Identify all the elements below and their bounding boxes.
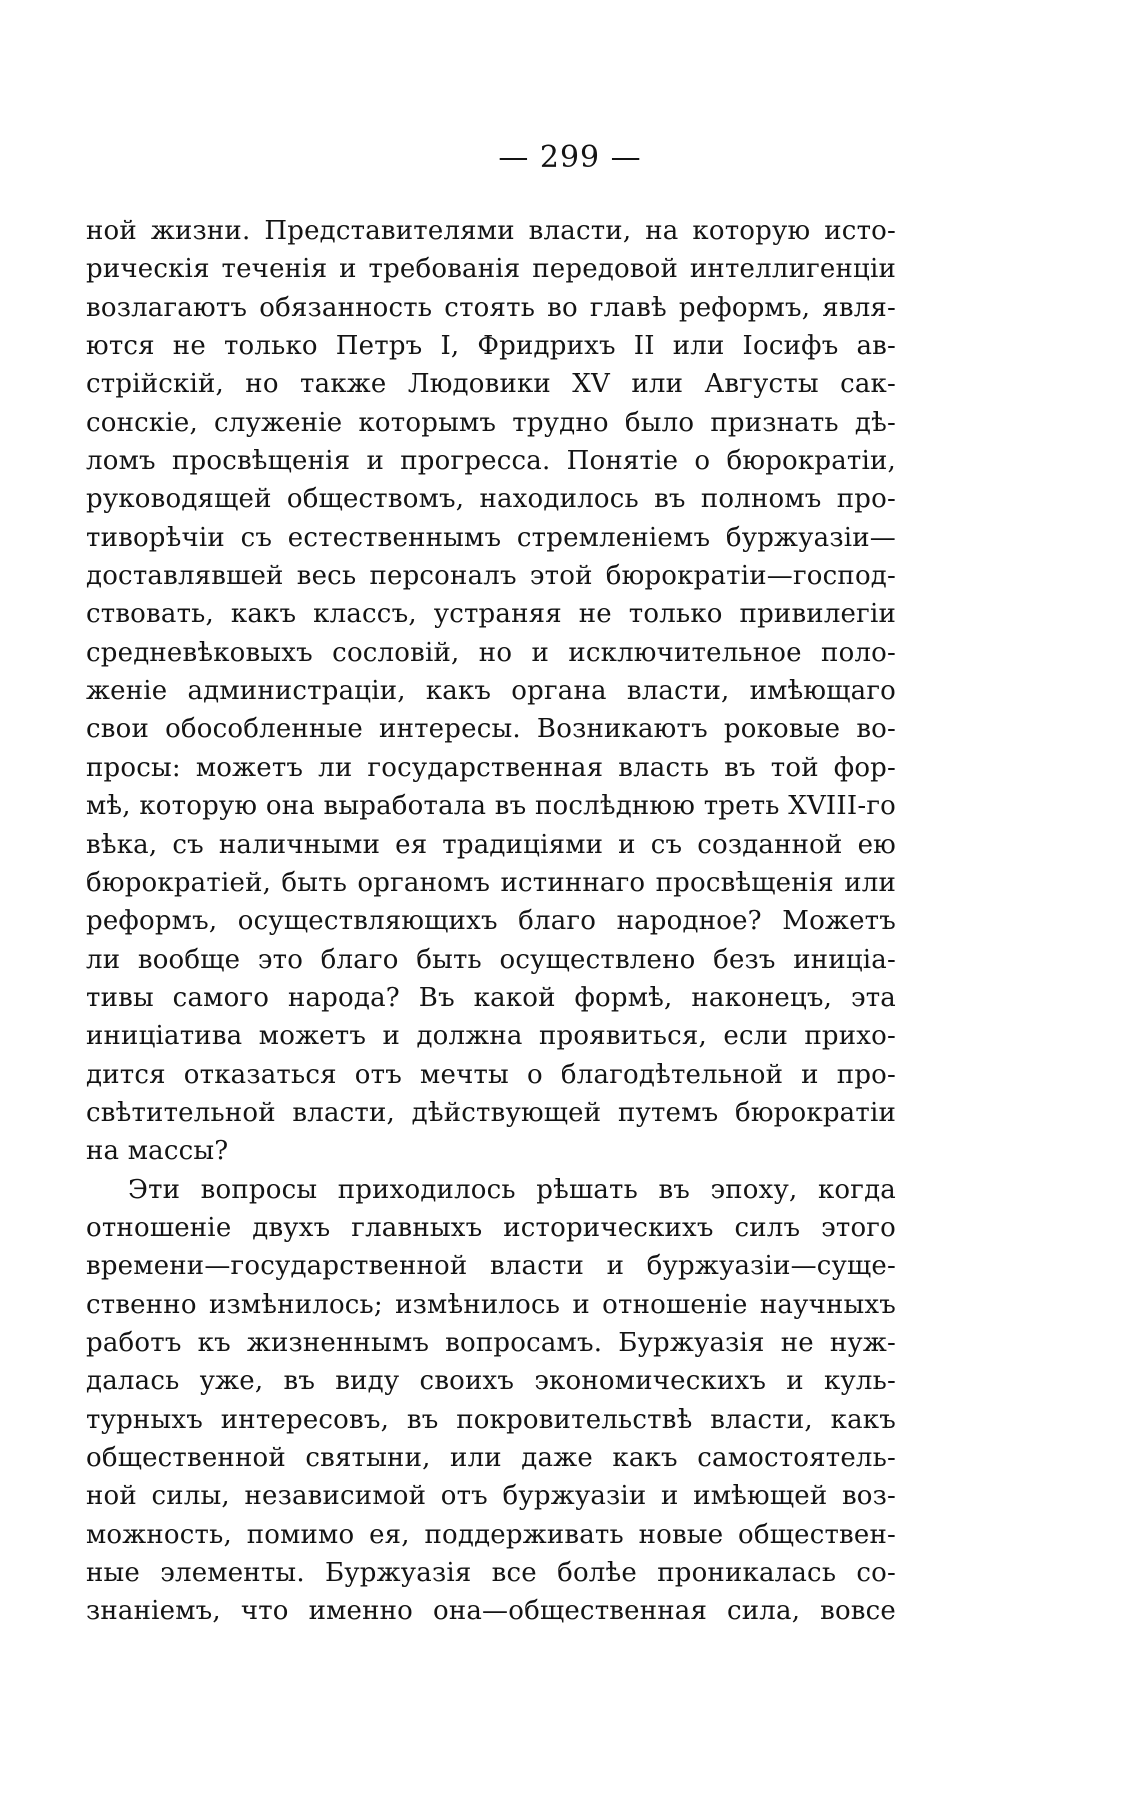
text-line: на массы? — [86, 1136, 229, 1167]
text-line: руководящей обществомъ, находилось въ полномъ про- — [86, 484, 896, 515]
text-line: ли вообще это благо быть осуществлено безъ иниціа- — [86, 944, 896, 975]
text-line: ственно измѣнилось; измѣнилось и отношеніе научныхъ — [86, 1289, 896, 1320]
text-line: доставлявшей весь персоналъ этой бюрократіи—господ- — [86, 561, 896, 592]
text-line: ломъ просвѣщенія и прогресса. Понятіе о бюрократіи, — [86, 446, 896, 477]
text-line: вѣка, съ наличными ея традиціями и съ созданной ею — [86, 829, 896, 860]
text-line: времени—государственной власти и буржуазіи—суще- — [86, 1251, 896, 1282]
text-line: свѣтительной власти, дѣйствующей путемъ бюрократіи — [86, 1097, 896, 1128]
text-line: ной силы, независимой отъ буржуазіи и имѣющей воз- — [86, 1481, 896, 1512]
text-line: женіе администраціи, какъ органа власти, имѣющаго — [86, 676, 896, 707]
paragraph — [86, 1171, 896, 1631]
body-text — [86, 212, 896, 1631]
text-line: тивы самого народа? Въ какой формѣ, наконецъ, эта — [86, 982, 896, 1013]
text-line: знаніемъ, что именно она—общественная сила, вовсе — [86, 1596, 896, 1627]
text-line: тиворѣчіи съ естественнымъ стремленіемъ буржуазіи— — [86, 522, 896, 553]
paragraph — [86, 212, 896, 1171]
text-line: бюрократіей, быть органомъ истиннаго просвѣщенія или — [86, 867, 896, 898]
text-line: стрійскій, но также Людовики XV или Августы сак- — [86, 369, 896, 400]
text-line: можность, помимо ея, поддерживать новые обществен- — [86, 1519, 896, 1550]
text-line: ной жизни. Представителями власти, на которую исто- — [86, 216, 896, 246]
text-line: отношеніе двухъ главныхъ историческихъ силъ этого — [86, 1212, 896, 1243]
text-line: ются не только Петръ I, Фридрихъ II или Іосифъ ав- — [86, 331, 896, 362]
text-line: Эти вопросы приходилось рѣшать въ эпоху, когда — [128, 1174, 896, 1205]
text-line: дится отказаться отъ мечты о благодѣтельной и про- — [86, 1059, 896, 1090]
text-line: общественной святыни, или даже какъ самостоятель- — [86, 1443, 896, 1473]
text-line: свои обособленные интересы. Возникаютъ роковые во- — [86, 714, 896, 745]
text-line: работъ къ жизненнымъ вопросамъ. Буржуазія не нуж- — [86, 1327, 896, 1358]
page-number: — 299 — — [498, 140, 642, 175]
text-line: турныхъ интересовъ, въ покровительствѣ власти, какъ — [86, 1404, 896, 1435]
text-line: просы: можетъ ли государственная власть въ той фор- — [86, 752, 896, 783]
text-line: мѣ, которую она выработала въ послѣднюю треть XVIII-го — [86, 791, 896, 822]
text-line: ные элементы. Буржуазія все болѣе проникалась со- — [86, 1558, 896, 1589]
text-line: реформъ, осуществляющихъ благо народное? Можетъ — [86, 906, 896, 937]
text-line: иниціатива можетъ и должна проявиться, если прихо- — [86, 1021, 896, 1052]
text-line: ствовать, какъ классъ, устраняя не только привилегіи — [86, 599, 896, 630]
text-line: далась уже, въ виду своихъ экономическихъ и куль- — [86, 1366, 896, 1397]
text-line: средневѣковыхъ сословій, но и исключительное поло- — [86, 637, 896, 668]
text-line: рическія теченія и требованія передовой интеллигенціи — [86, 254, 896, 285]
text-line: сонскіе, служеніе которымъ трудно было признать дѣ- — [86, 407, 896, 438]
text-line: возлагаютъ обязанность стоять во главѣ реформъ, явля- — [86, 292, 896, 323]
